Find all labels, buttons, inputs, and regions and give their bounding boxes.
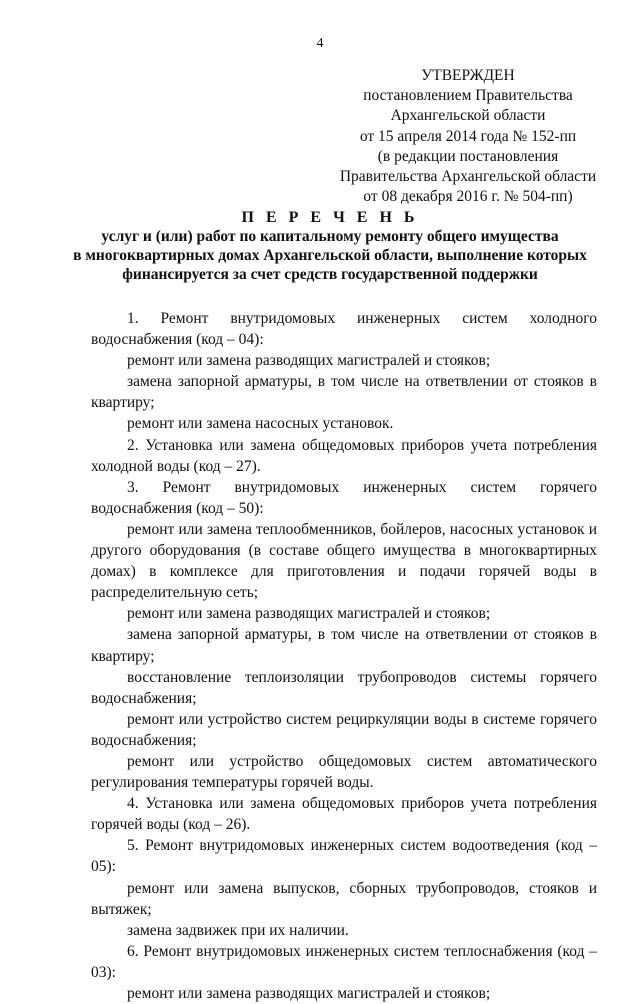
list-item: ремонт или замена выпусков, сборных трубопроводов, стояков и вытяжек; (91, 879, 597, 918)
title-line: в многоквартирных домах Архангельской области, выполнение которых (73, 247, 587, 264)
approval-line: Архангельской области (390, 107, 546, 125)
approval-line: УТВЕРЖДЕН (421, 67, 515, 84)
list-item: замена задвижек при их наличии. (127, 921, 349, 939)
approval-line: постановлением Правительства (363, 87, 573, 105)
list-item: восстановление теплоизоляции трубопроводов системы горячего водоснабжения; (91, 668, 597, 707)
list-item: 6. Ремонт внутридомовых инженерных систем теплоснабжения (код – 03): (91, 942, 597, 981)
title-heading: П Е Р Е Ч Е Н Ь (241, 209, 419, 226)
list-item: ремонт или замена насосных установок. (127, 415, 394, 433)
list-item: ремонт или замена разводящих магистралей и стояков; (127, 985, 491, 1002)
page-number: 4 (316, 36, 324, 51)
approval-line: от 15 апреля 2014 года № 152-пп (359, 127, 577, 145)
document-title (60, 208, 600, 284)
list-item: ремонт или устройство систем рециркуляции воды в системе горячего водоснабжения; (91, 710, 597, 749)
document-body (91, 308, 597, 1004)
list-item: ремонт или замена теплообменников, бойлеров, насосных установок и другого оборудования (в составе общего имущества в многоквартирных домах) в комплексе для приготовления и подачи горячей воды в распределительную сеть; (91, 520, 597, 602)
approval-line: Правительства Архангельской области (339, 168, 597, 186)
approval-stamp (318, 66, 618, 207)
list-item: замена запорной арматуры, в том числе на ответвлении от стояков в квартиру; (91, 373, 597, 412)
list-item: замена запорной арматуры, в том числе на ответвлении от стояков в квартиру; (91, 626, 597, 665)
approval-line: (в редакции постановления (377, 147, 559, 165)
approval-line: от 08 декабря 2016 г. № 504-пп) (363, 188, 573, 206)
list-item: 3. Ремонт внутридомовых инженерных систем горячего водоснабжения (код – 50): (91, 478, 597, 517)
list-item: 2. Установка или замена общедомовых приборов учета потребления холодной воды (код – 27). (91, 436, 597, 475)
list-item: 5. Ремонт внутридомовых инженерных систем водоотведения (код – 05): (91, 837, 597, 876)
list-item: ремонт или устройство общедомовых систем автоматического регулирования температуры горячей воды. (91, 752, 597, 792)
list-item: 1. Ремонт внутридомовых инженерных систем холодного водоснабжения (код – 04): (91, 310, 597, 349)
list-item: ремонт или замена разводящих магистралей и стояков; (127, 352, 491, 370)
list-item: ремонт или замена разводящих магистралей и стояков; (127, 605, 491, 623)
list-item: 4. Установка или замена общедомовых приборов учета потребления горячей воды (код – 26). (91, 795, 597, 834)
title-line: услуг и (или) работ по капитальному ремонту общего имущества (101, 228, 559, 245)
title-line: финансируется за счет средств государственной поддержки (122, 266, 538, 283)
